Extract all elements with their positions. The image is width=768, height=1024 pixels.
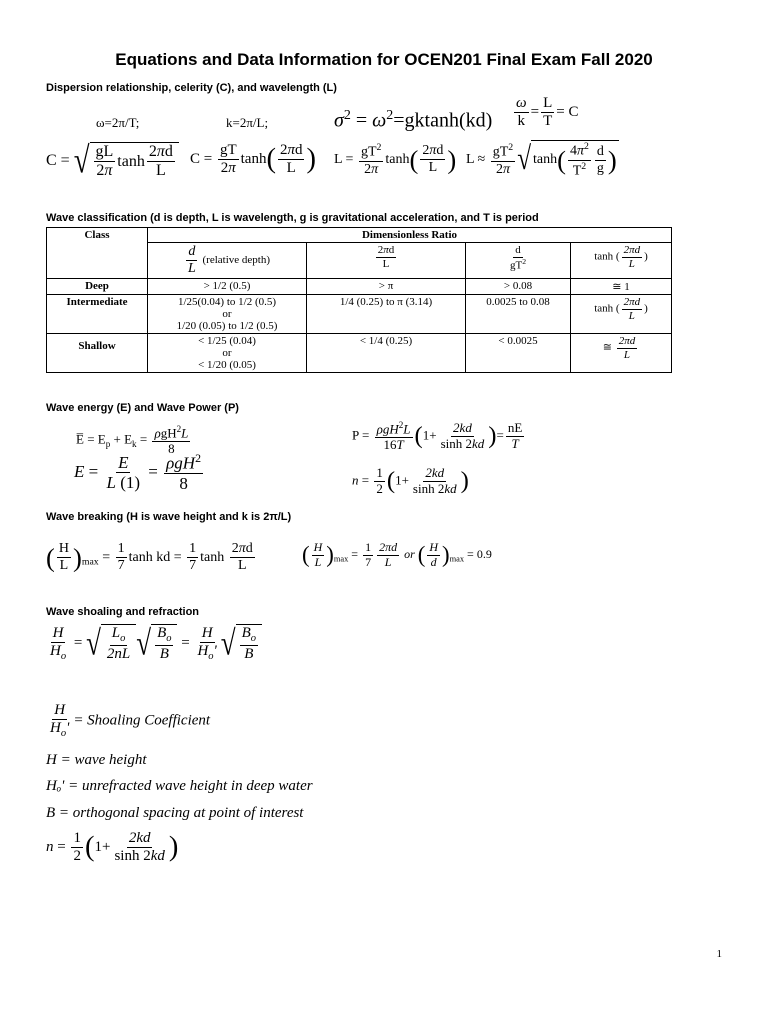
wavelength-approximation-equation: L ≈ $\frac{gT^2}{2\pi}$ √ tanh ( $\frac{4\pi^2}{T^2}$ $\frac{d}{g}$ ) xyxy=(466,141,617,179)
row-label-intermediate: Intermediate xyxy=(47,295,148,334)
orthogonal-spacing-definition: B = orthogonal spacing at point of interest xyxy=(46,805,304,821)
omega-definition: ω=2π/T; xyxy=(96,115,140,130)
cell-line: or xyxy=(222,308,232,321)
breaking-ratio-value: 0.9 xyxy=(476,547,492,562)
col-kd: $\frac{2\pi d}{L}$ xyxy=(307,243,466,279)
cell: < 0.0025 xyxy=(466,334,571,373)
cell: ≅ 1 xyxy=(571,279,672,295)
cell xyxy=(148,334,307,373)
n-equation-shoaling: n = $\frac{1}{2}$ (1+ $\frac{2kd}{\sinh 2kd}$ ) xyxy=(46,830,179,865)
wave-power-equation: P = $\frac{\rho gH^2L}{16T}$ (1+ $\frac{2kd}{\sinh 2kd}$ )= $\frac{nE}{T}$ xyxy=(352,420,523,453)
row-label-deep: Deep xyxy=(47,279,148,295)
cell-line: < 1/25 (0.04) xyxy=(198,335,256,348)
col-relative-depth: $\frac{d}{L}$ (relative depth) xyxy=(148,243,307,279)
celerity-ratio-equation: $\frac{\omega}{k}$ = $\frac{L}{T}$ = C xyxy=(516,95,579,130)
section-heading-energy: Wave energy (E) and Wave Power (P) xyxy=(46,402,239,414)
cell: 1/4 (0.25) to π (3.14) xyxy=(307,295,466,334)
cell: < 1/4 (0.25) xyxy=(307,334,466,373)
shoaling-coefficient-text: = Shoaling Coefficient xyxy=(73,712,211,729)
cell: tanh ( $\frac{2\pi d}{L}$ ) xyxy=(571,295,672,334)
shoaling-equation: $\frac{H}{H_o}$ = √ $\frac{L_o}{2nL}$ √ $\frac{B_o}{B}$ = $\frac{H}{H_o'}$ √ $\frac{B_o}{B}$ xyxy=(46,624,262,663)
breaking-limit-equation: ( $\frac{H}{L}$ )$_{max}$ = $\frac{1}{7}$ $\frac{2\pi d}{L}$ or ( $\frac{H}{d}$ )$_{max} = 0.9$ xyxy=(302,540,492,569)
page-number: 1 xyxy=(716,948,722,960)
table-header-row xyxy=(47,228,672,243)
cell: 0.0025 to 0.08 xyxy=(466,295,571,334)
cell-line: < 1/20 (0.05) xyxy=(198,359,256,372)
section-heading-classification: Wave classification (d is depth, L is wavelength, g is gravitational acceleration, and T is period xyxy=(46,212,539,224)
relative-depth-note: (relative depth) xyxy=(202,254,271,267)
table-row xyxy=(47,279,672,295)
section-heading-dispersion: Dispersion relationship, celerity (C), and wavelength (L) xyxy=(46,82,337,94)
wavelength-equation: L = $\frac{gT^2}{2\pi}$ tanh( $\frac{2\pi d}{L}$ ) xyxy=(334,142,457,177)
section-heading-shoaling: Wave shoaling and refraction xyxy=(46,606,200,618)
cell: ≅ $\frac{2\pi d}{L}$ xyxy=(571,334,672,373)
celerity-period-equation: C = $\frac{gT}{2\pi}$ tanh( $\frac{2\pi d}{L}$ ) xyxy=(190,142,316,177)
cell-line: 1/25(0.04) to 1/2 (0.5) xyxy=(177,296,277,309)
section-heading-breaking: Wave breaking (H is wave height and k is 2π/L) xyxy=(46,511,292,523)
cell xyxy=(148,295,307,334)
cell: > π xyxy=(307,279,466,295)
table-row xyxy=(47,295,672,334)
breaking-criterion-equation: ( $\frac{H}{L}$ )$_{max}$ = $\frac{1}{7}$ tanh kd = $\frac{1}{7}$ tanh $\frac{2\pi d}{L}$ xyxy=(46,541,253,574)
cell: > 1/2 (0.5) xyxy=(148,279,307,295)
wave-classification-table xyxy=(46,227,672,373)
dispersion-equation: $\sigma^2 = \omega^2=gktanh(kd)$ xyxy=(334,108,493,132)
col-d-gt2: $\frac{d}{gT^2}$ xyxy=(466,243,571,279)
wave-height-definition: H = wave height xyxy=(46,752,147,768)
k-definition: k=2π/L; xyxy=(226,115,269,130)
header-dimensionless-ratio: Dimensionless Ratio xyxy=(148,228,672,243)
unrefracted-height-definition: Hₒ' = unrefracted wave height in deep water xyxy=(46,778,313,794)
n-equation-energy: n = $\frac{1}{2}$ (1+ $\frac{2kd}{\sinh 2kd}$ ) xyxy=(352,465,469,496)
header-class: Class xyxy=(47,228,148,279)
page-title: Equations and Data Information for OCEN201 Final Exam Fall 2020 xyxy=(115,50,653,69)
col-tanh: tanh ( $\frac{2\pi d}{L}$ ) xyxy=(571,243,672,279)
cell: > 0.08 xyxy=(466,279,571,295)
shoaling-coefficient-definition: $\frac{H}{H_o'}$ = Shoaling Coefficient xyxy=(50,702,211,740)
cell-line: or xyxy=(222,347,232,360)
cell-line: 1/20 (0.05) to 1/2 (0.5) xyxy=(176,320,278,333)
row-label-shallow: Shallow xyxy=(47,334,148,373)
table-row xyxy=(47,334,672,373)
celerity-general-equation: C = √ $\frac{gL}{2\pi}$ tanh $\frac{2\pi d}{L}$ xyxy=(46,142,179,181)
energy-density-equation: E = $\frac{E}{L (1)}$ = $\frac{\rho gH^2}{8}$ xyxy=(74,451,202,494)
energy-sum-equation: E̅ = $E_p + E_k$ = $\frac{\rho gH^2L}{8}$ xyxy=(76,424,189,457)
